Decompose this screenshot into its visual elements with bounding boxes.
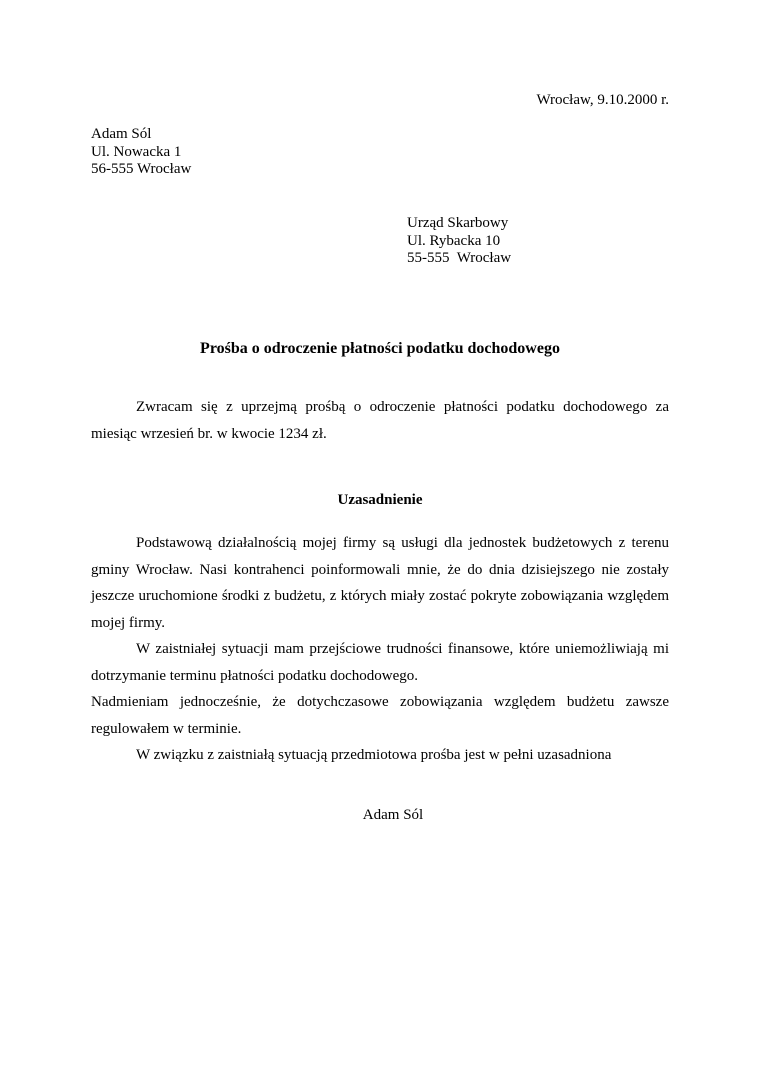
letter-title: Prośba o odroczenie płatności podatku dochodowego	[200, 340, 560, 357]
request-section	[91, 394, 669, 447]
request-paragraph: Zwracam się z uprzejmą prośbą o odroczenie płatności podatku dochodowego za miesiąc wrzesień br. w kwocie 1234 zł.	[91, 399, 669, 442]
sender-address	[91, 126, 191, 179]
closing-paragraph: W związku z zaistniałą sytuacją przedmiotowa prośba jest w pełni uzasadniona	[136, 747, 612, 763]
justification-paragraph: Nadmieniam jednocześnie, że dotychczasowe zobowiązania względem budżetu zawsze regulowałem w terminie.	[91, 694, 669, 737]
recipient-name: Urząd Skarbowy	[407, 215, 509, 231]
justification-heading: Uzasadnienie	[337, 492, 423, 508]
signature: Adam Sól	[362, 807, 424, 823]
recipient-street: Ul. Rybacka 10	[407, 232, 501, 249]
recipient-address	[407, 215, 511, 268]
justification-paragraph: W zaistniałej sytuacji mam przejściowe trudności finansowe, które uniemożliwiają mi dotrzymanie terminu płatności podatku dochodowego.	[91, 641, 669, 684]
recipient-city: 55-555 Wrocław	[407, 250, 512, 266]
justification-paragraph: Podstawową działalnością mojej firmy są usługi dla jednostek budżetowych z terenu gminy Wrocław. Nasi kontrahenci poinformowali mnie, że do dnia dzisiejszego nie zostały jeszcze uruchomione środki z budżetu, z których miały zostać pokryte zobowiązania względem mojej firmy.	[91, 535, 669, 631]
sender-city: 56-555 Wrocław	[91, 161, 192, 177]
sender-street: Ul. Nowacka 1	[91, 143, 182, 160]
justification-section	[91, 530, 669, 769]
place-date: Wrocław, 9.10.2000 r.	[536, 92, 669, 108]
sender-name: Adam Sól	[91, 126, 152, 142]
